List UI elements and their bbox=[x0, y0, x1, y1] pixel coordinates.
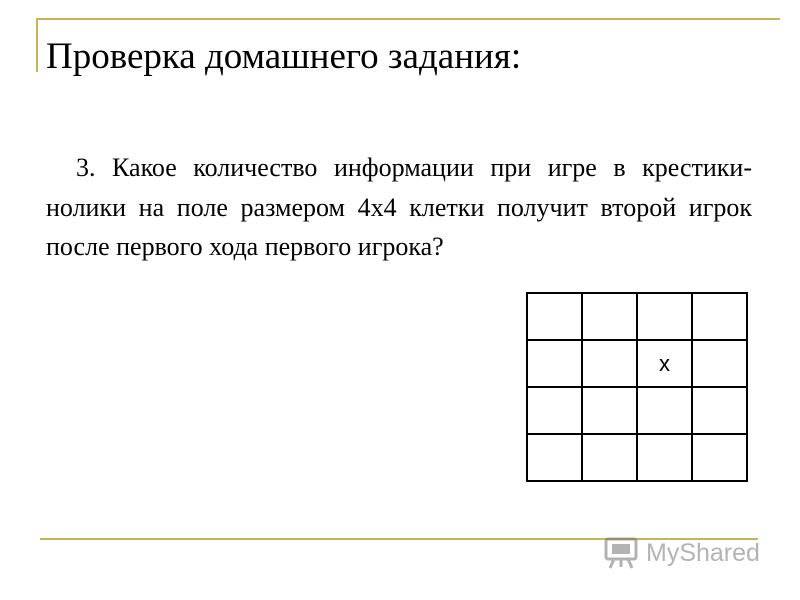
top-accent-rule bbox=[36, 18, 780, 20]
question-paragraph bbox=[46, 148, 752, 267]
watermark-logo bbox=[604, 535, 760, 571]
question-text: Какое количество информации при игре в крестики-нолики на поле размером 4х4 клетки получит второй игрок после первого хода первого игрока? bbox=[46, 153, 753, 261]
board-cell bbox=[637, 387, 692, 434]
board-cell bbox=[527, 293, 582, 340]
presentation-board-icon bbox=[604, 537, 638, 569]
board-cell bbox=[692, 340, 747, 387]
board-cell bbox=[692, 434, 747, 481]
board-cell bbox=[527, 340, 582, 387]
board-cell-x-mark: x bbox=[637, 340, 692, 387]
board-cell bbox=[637, 293, 692, 340]
left-accent-rule bbox=[36, 18, 38, 72]
board-row bbox=[527, 434, 747, 481]
board-cell bbox=[582, 340, 637, 387]
board-cell bbox=[582, 293, 637, 340]
board-row bbox=[527, 293, 747, 340]
board-cell bbox=[527, 387, 582, 434]
board-cell bbox=[527, 434, 582, 481]
board-cell bbox=[637, 434, 692, 481]
board-cell bbox=[582, 387, 637, 434]
board-cell bbox=[582, 434, 637, 481]
tic-tac-toe-board bbox=[526, 292, 748, 482]
board-row bbox=[527, 387, 747, 434]
board-cell bbox=[692, 387, 747, 434]
slide-title: Проверка домашнего задания: bbox=[46, 36, 522, 77]
board-cell bbox=[692, 293, 747, 340]
board-row bbox=[527, 340, 747, 387]
question-number: 3. bbox=[76, 153, 96, 182]
watermark-text: MyShared bbox=[646, 538, 760, 567]
